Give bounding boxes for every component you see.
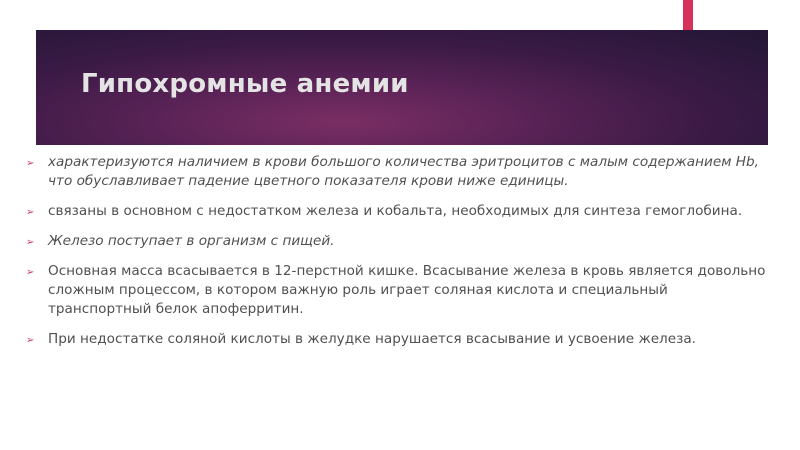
- triangle-bullet-icon: ➢: [26, 335, 35, 346]
- bullet-text: характеризуются наличием в крови большого количества эритроцитов с малым содержанием Hb, что обуславливает падение цветного показателя крови ниже единицы.: [48, 154, 759, 189]
- bullet-item: [26, 232, 774, 251]
- bullet-item: [26, 262, 774, 319]
- triangle-bullet-icon: ➢: [26, 267, 35, 278]
- bullet-text: связаны в основном с недостатком железа и кобальта, необходимых для синтеза гемоглобина.: [48, 203, 743, 219]
- bullet-text: Железо поступает в организм с пищей.: [48, 233, 335, 249]
- bullet-item: [26, 153, 774, 191]
- triangle-bullet-icon: ➢: [26, 207, 35, 218]
- triangle-bullet-icon: ➢: [26, 158, 35, 169]
- bullet-list: [26, 153, 774, 360]
- slide-title: Гипохромные анемии: [81, 69, 409, 99]
- bullet-text: Основная масса всасывается в 12-перстной кишке. Всасывание железа в кровь является довольно сложным процессом, в котором важную роль играет соляная кислота и специальный транспортный белок апоферритин.: [48, 263, 766, 317]
- bullet-item: [26, 202, 774, 221]
- triangle-bullet-icon: ➢: [26, 237, 35, 248]
- bullet-item: [26, 330, 774, 349]
- bullet-text: При недостатке соляной кислоты в желудке нарушается всасывание и усвоение железа.: [48, 331, 696, 347]
